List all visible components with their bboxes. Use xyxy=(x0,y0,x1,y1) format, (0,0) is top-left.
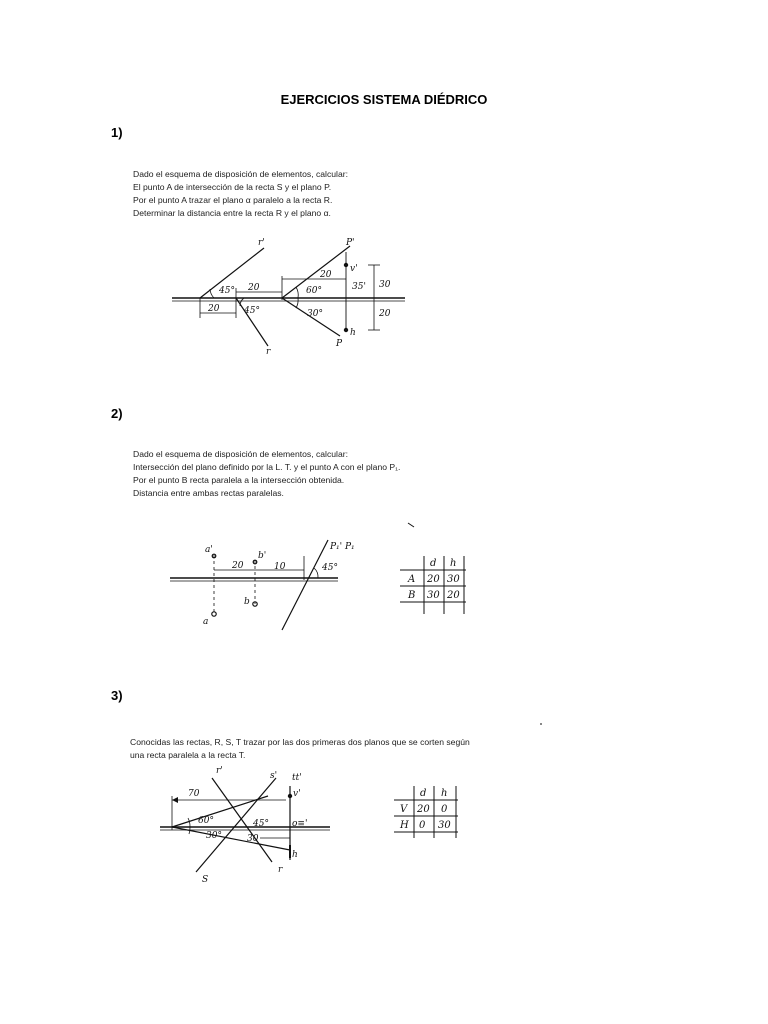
angle-45: 45° xyxy=(253,819,269,829)
dim-30: 30 xyxy=(379,280,391,290)
angle-60: 60° xyxy=(306,286,322,296)
label-v-prime: v' xyxy=(293,789,301,799)
label-r-prime: r' xyxy=(216,766,223,776)
point-h xyxy=(344,328,347,331)
stray-mark xyxy=(408,523,414,527)
label-s-prime: s' xyxy=(270,771,278,781)
figure-3 xyxy=(160,724,542,885)
label-r: r xyxy=(266,347,271,357)
point-v xyxy=(288,794,291,797)
angle-arc xyxy=(314,568,318,578)
table-row-label: V xyxy=(400,804,408,815)
dim-20: 20 xyxy=(248,283,260,293)
label-b: b xyxy=(244,597,250,607)
table-cell: 20 xyxy=(447,590,460,601)
dim-20: 20 xyxy=(320,270,332,280)
label-oe: o≡' xyxy=(292,819,308,829)
table-cell: 0 xyxy=(441,804,448,815)
statement-line: Intersección del plano definido por la L. T. y el punto A con el plano P₁. xyxy=(133,462,401,472)
statement-line: una recta paralela a la recta T. xyxy=(130,750,246,760)
label-h: h xyxy=(350,328,356,338)
angle-arc xyxy=(296,298,298,308)
label-v-prime: v' xyxy=(350,264,358,274)
dim-35: 35' xyxy=(352,282,366,292)
table-cell: 20 xyxy=(417,804,430,815)
label-h: h xyxy=(292,850,298,860)
angle-45: 45° xyxy=(219,286,235,296)
table-cell: 30 xyxy=(438,820,451,831)
table-header-h: h xyxy=(450,558,457,569)
label-b-prime: b' xyxy=(258,551,267,561)
angle-arc xyxy=(188,818,190,827)
angle-60: 60° xyxy=(198,816,214,826)
exercise-3-number: 3) xyxy=(111,688,123,703)
dim-arrow xyxy=(172,797,178,803)
statement-line: Conocidas las rectas, R, S, T trazar por las dos primeras dos planos que se corten según xyxy=(130,737,470,747)
dim-20: 20 xyxy=(232,561,244,571)
exercise-1-number: 1) xyxy=(111,125,123,140)
label-tt: tt' xyxy=(292,773,302,783)
line-p1 xyxy=(282,540,328,630)
table-cell: 0 xyxy=(419,820,426,831)
statement-line: El punto A de intersección de la recta S y el plano P. xyxy=(133,182,332,192)
point-a xyxy=(212,612,216,616)
label-s: S xyxy=(202,875,209,885)
table-row-label: H xyxy=(400,820,409,831)
label-r-prime: r' xyxy=(258,238,265,248)
table-header-h: h xyxy=(441,788,448,799)
statement-line: Por el punto B recta paralela a la intersección obtenida. xyxy=(133,475,345,485)
table-cell: 20 xyxy=(427,574,440,585)
table-header-d: d xyxy=(420,788,427,799)
label-a: a xyxy=(203,617,209,627)
exercise-2-number: 2) xyxy=(111,406,123,421)
label-plane-p1: P₁' P₁ xyxy=(330,542,355,552)
statement-line: Dado el esquema de disposición de elementos, calcular: xyxy=(133,449,348,459)
table-cell: 30 xyxy=(427,590,440,601)
angle-45: 45° xyxy=(244,306,260,316)
dim-70: 70 xyxy=(188,789,200,799)
label-a-prime: a' xyxy=(205,545,213,555)
table-header-d: d xyxy=(430,558,437,569)
statement-line: Por el punto A trazar el plano α paralelo a la recta R. xyxy=(133,195,333,205)
label-p-prime: P' xyxy=(346,238,355,248)
statement-line: Dado el esquema de disposición de elementos, calcular: xyxy=(133,169,348,179)
figure-1 xyxy=(172,238,405,357)
table-row-label: A xyxy=(408,574,416,585)
angle-30: 30° xyxy=(206,831,222,841)
table-row-label: B xyxy=(408,590,416,601)
dim-30: 30 xyxy=(247,834,259,844)
angle-30: 30° xyxy=(307,309,323,319)
dim-10: 10 xyxy=(274,562,286,572)
label-r: r xyxy=(278,865,283,875)
document-title: EJERCICIOS SISTEMA DIÉDRICO xyxy=(280,92,488,107)
label-p: P xyxy=(336,339,343,349)
angle-arc xyxy=(296,287,298,298)
figure-2 xyxy=(170,523,466,630)
statement-line: Determinar la distancia entre la recta R y el plano α. xyxy=(133,208,331,218)
angle-45: 45° xyxy=(322,563,338,573)
statement-line: Distancia entre ambas rectas paralelas. xyxy=(133,488,284,498)
table-cell: 30 xyxy=(447,574,460,585)
dim-20: 20 xyxy=(379,309,391,319)
point-v xyxy=(344,263,347,266)
dim-20: 20 xyxy=(208,304,220,314)
